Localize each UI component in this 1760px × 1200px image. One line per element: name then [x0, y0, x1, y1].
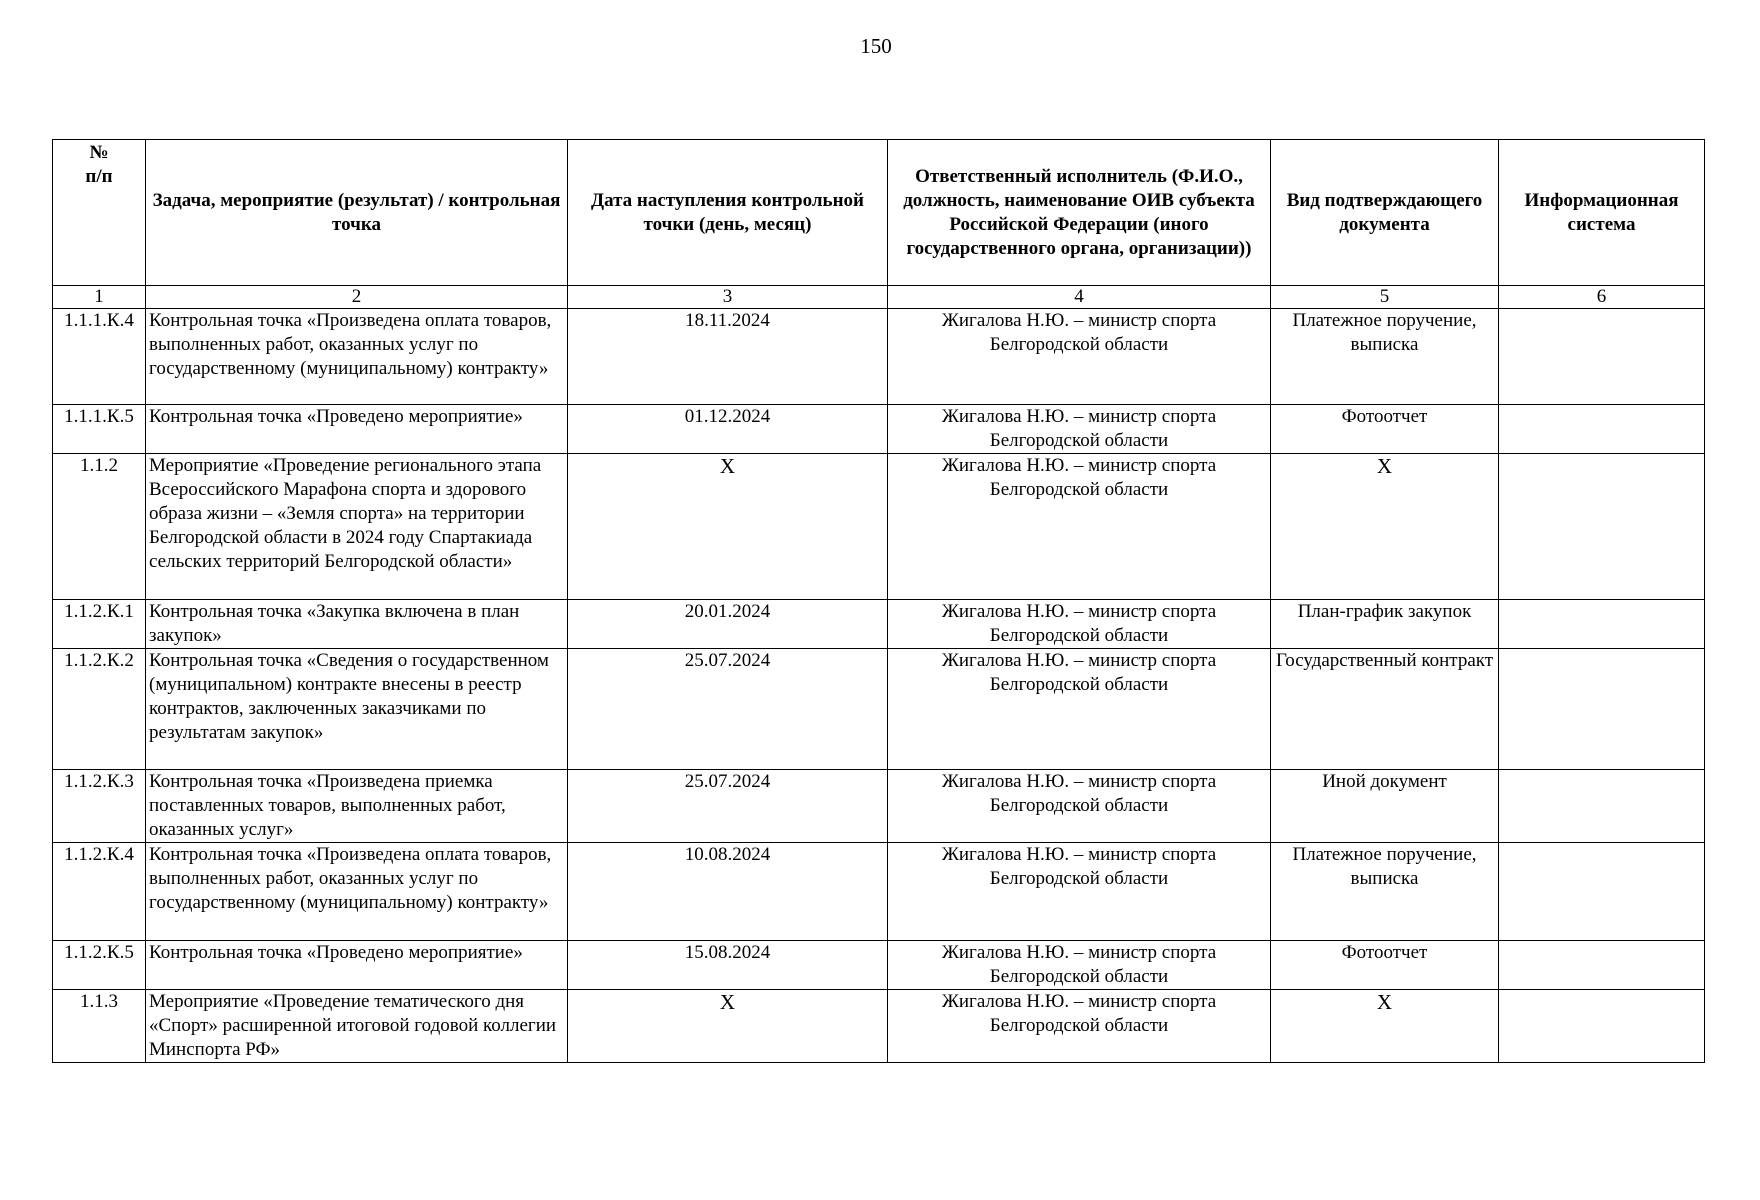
row-info-system: [1499, 770, 1705, 843]
row-date: 10.08.2024: [568, 843, 888, 941]
table-row: [53, 649, 1705, 770]
row-number: 1.1.2.К.3: [53, 770, 146, 843]
table-row: [53, 600, 1705, 649]
row-doc-type: План-график закупок: [1271, 600, 1499, 649]
row-doc-type: Фотоотчет: [1271, 405, 1499, 454]
row-number: 1.1.2.К.1: [53, 600, 146, 649]
row-number: 1.1.2: [53, 454, 146, 600]
row-responsible: Жигалова Н.Ю. – министр спорта Белгородской области: [888, 454, 1271, 600]
row-date: Х: [568, 454, 888, 600]
row-doc-type: Платежное поручение, выписка: [1271, 843, 1499, 941]
row-info-system: [1499, 405, 1705, 454]
row-doc-type: Иной документ: [1271, 770, 1499, 843]
header-task: Задача, мероприятие (результат) / контрольная точка: [146, 140, 568, 286]
row-responsible: Жигалова Н.Ю. – министр спорта Белгородской области: [888, 649, 1271, 770]
row-doc-type: Х: [1271, 990, 1499, 1063]
row-doc-type: Х: [1271, 454, 1499, 600]
row-info-system: [1499, 649, 1705, 770]
row-number: 1.1.2.К.2: [53, 649, 146, 770]
row-number: 1.1.3: [53, 990, 146, 1063]
header-responsible: Ответственный исполнитель (Ф.И.О., должность, наименование ОИВ субъекта Российской Федерации (иного государственного органа, организации)): [888, 140, 1271, 286]
header-num-sign: №: [89, 142, 109, 163]
header-num: [53, 140, 146, 286]
row-task: Контрольная точка «Сведения о государственном (муниципальном) контракте внесены в реестр контрактов, заключенных заказчиками по результатам закупок»: [146, 649, 568, 770]
table-row: [53, 770, 1705, 843]
column-number: 4: [888, 286, 1271, 309]
row-responsible: Жигалова Н.Ю. – министр спорта Белгородской области: [888, 941, 1271, 990]
header-doc-type: Вид подтверждающего документа: [1271, 140, 1499, 286]
table-row: [53, 843, 1705, 941]
table-row: [53, 990, 1705, 1063]
column-number: 6: [1499, 286, 1705, 309]
row-date: 25.07.2024: [568, 770, 888, 843]
table-row: [53, 405, 1705, 454]
row-task: Мероприятие «Проведение регионального этапа Всероссийского Марафона спорта и здорового образа жизни – «Земля спорта» на территории Белгородской области в 2024 году Спартакиада сельских территорий Белгородской области»: [146, 454, 568, 600]
row-date: 20.01.2024: [568, 600, 888, 649]
row-info-system: [1499, 843, 1705, 941]
row-number: 1.1.2.К.5: [53, 941, 146, 990]
column-number: 1: [53, 286, 146, 309]
row-date: Х: [568, 990, 888, 1063]
column-number-row: [53, 286, 1705, 309]
column-number: 5: [1271, 286, 1499, 309]
row-info-system: [1499, 600, 1705, 649]
row-doc-type: Государственный контракт: [1271, 649, 1499, 770]
row-responsible: Жигалова Н.Ю. – министр спорта Белгородской области: [888, 309, 1271, 405]
control-points-table: [52, 139, 1705, 1063]
row-responsible: Жигалова Н.Ю. – министр спорта Белгородской области: [888, 843, 1271, 941]
row-doc-type: Фотоотчет: [1271, 941, 1499, 990]
row-task: Контрольная точка «Проведено мероприятие»: [146, 405, 568, 454]
page-number: 150: [860, 34, 892, 58]
row-responsible: Жигалова Н.Ю. – министр спорта Белгородской области: [888, 990, 1271, 1063]
row-task: Контрольная точка «Произведена оплата товаров, выполненных работ, оказанных услуг по государственному (муниципальному) контракту»: [146, 843, 568, 941]
row-info-system: [1499, 941, 1705, 990]
table-row: [53, 941, 1705, 990]
table-header-row: [53, 140, 1705, 286]
row-task: Мероприятие «Проведение тематического дня «Спорт» расширенной итоговой годовой коллегии Минспорта РФ»: [146, 990, 568, 1063]
row-date: 18.11.2024: [568, 309, 888, 405]
table-row: [53, 454, 1705, 600]
row-number: 1.1.2.К.4: [53, 843, 146, 941]
row-task: Контрольная точка «Закупка включена в план закупок»: [146, 600, 568, 649]
header-info-system: Информационная система: [1499, 140, 1705, 286]
table-row: [53, 309, 1705, 405]
row-date: 25.07.2024: [568, 649, 888, 770]
row-responsible: Жигалова Н.Ю. – министр спорта Белгородской области: [888, 600, 1271, 649]
row-task: Контрольная точка «Проведено мероприятие»: [146, 941, 568, 990]
row-date: 01.12.2024: [568, 405, 888, 454]
row-date: 15.08.2024: [568, 941, 888, 990]
row-task: Контрольная точка «Произведена приемка поставленных товаров, выполненных работ, оказанных услуг»: [146, 770, 568, 843]
column-number: 2: [146, 286, 568, 309]
row-doc-type: Платежное поручение, выписка: [1271, 309, 1499, 405]
header-num-abbr: п/п: [85, 166, 113, 187]
header-date: Дата наступления контрольной точки (день, месяц): [568, 140, 888, 286]
row-info-system: [1499, 309, 1705, 405]
row-responsible: Жигалова Н.Ю. – министр спорта Белгородской области: [888, 405, 1271, 454]
column-number: 3: [568, 286, 888, 309]
row-info-system: [1499, 990, 1705, 1063]
row-responsible: Жигалова Н.Ю. – министр спорта Белгородской области: [888, 770, 1271, 843]
row-number: 1.1.1.К.4: [53, 309, 146, 405]
row-info-system: [1499, 454, 1705, 600]
row-number: 1.1.1.К.5: [53, 405, 146, 454]
row-task: Контрольная точка «Произведена оплата товаров, выполненных работ, оказанных услуг по государственному (муниципальному) контракту»: [146, 309, 568, 405]
